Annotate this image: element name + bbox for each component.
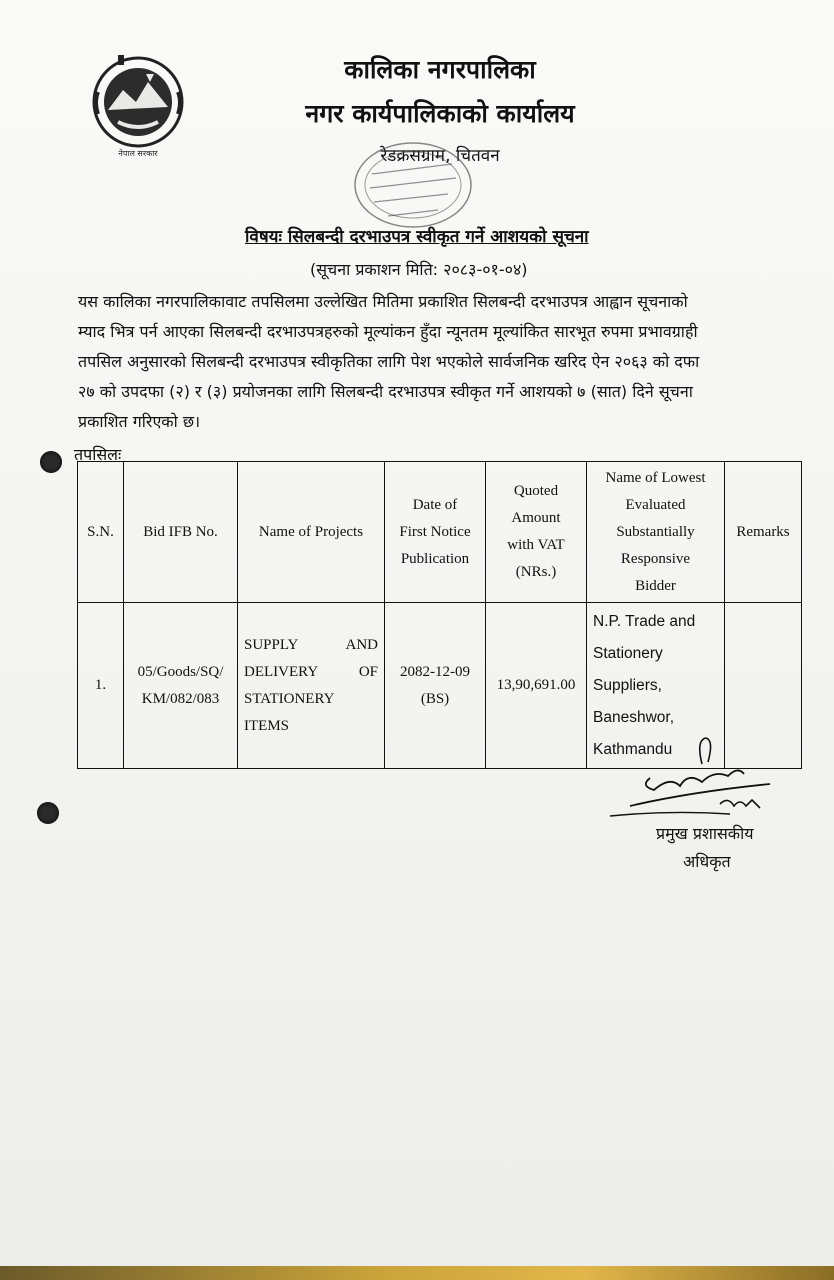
punch-hole [40, 451, 62, 473]
signatory-title-2: अधिकृत [683, 852, 731, 871]
signatory-title: प्रमुख प्रशासकीय [656, 824, 754, 843]
bottom-edge [0, 1266, 834, 1280]
punch-hole [37, 802, 59, 824]
body-line: प्रकाशित गरिएको छ। [78, 412, 201, 431]
cell-bidder: N.P. Trade and Stationery Suppliers, Baneshwor, Kathmandu [587, 603, 725, 769]
header-project: Name of Projects [238, 462, 385, 603]
body-line: २७ को उपदफा (२) र (३) प्रयोजनका लागि सिलबन्दी दरभाउपत्र स्वीकृत गर्ने आशयको ७ (सात) दिने सूचना [78, 382, 693, 401]
office-name: नगर कार्यपालिकाको कार्यालय [305, 99, 575, 128]
cell-amount: 13,90,691.00 [486, 603, 587, 769]
header-bidder: Name of Lowest Evaluated Substantially Responsive Bidder [587, 462, 725, 603]
cell-bid-ifb: 05/Goods/SQ/ KM/082/083 [124, 603, 238, 769]
office-stamp-icon [348, 138, 478, 232]
bid-table [77, 461, 802, 769]
publication-date: (सूचना प्रकाशन मिति: २०८३-०१-०४) [310, 260, 528, 279]
header-bid-ifb: Bid IFB No. [124, 462, 238, 603]
svg-text:नेपाल सरकार: नेपाल सरकार [118, 149, 158, 158]
office-location: रेडक्रसग्राम, चितवन [380, 146, 500, 166]
cell-project: SUPPLY AND DELIVERY OF STATIONERY ITEMS [238, 603, 385, 769]
municipality-name: कालिका नगरपालिका [344, 55, 536, 84]
tapasil-label: तपसिलः [74, 445, 122, 464]
cell-date: 2082-12-09 (BS) [385, 603, 486, 769]
handwritten-signature-icon [610, 736, 780, 828]
body-line: म्याद भित्र पर्न आएका सिलबन्दी दरभाउपत्रहरुको मूल्यांकन हुँदा न्यूनतम मूल्यांकित सारभूत रुपमा प्रभावग्राही [78, 322, 698, 341]
header-sn: S.N. [78, 462, 124, 603]
body-line: तपसिल अनुसारको सिलबन्दी दरभाउपत्र स्वीकृतिका लागि पेश भएकोले सार्वजनिक खरिद ऐन २०६३ को दफा [78, 352, 700, 371]
cell-sn: 1. [78, 603, 124, 769]
header-remarks: Remarks [725, 462, 802, 603]
emblem-logo-icon [88, 52, 188, 164]
body-line: यस कालिका नगरपालिकावाट तपसिलमा उल्लेखित मितिमा प्रकाशित सिलबन्दी दरभाउपत्र आह्वान सूचनाको [78, 292, 688, 311]
header-amount: Quoted Amount with VAT (NRs.) [486, 462, 587, 603]
notice-subject: विषयः सिलबन्दी दरभाउपत्र स्वीकृत गर्ने आशयको सूचना [245, 227, 589, 247]
header-date: Date of First Notice Publication [385, 462, 486, 603]
table-header-row [78, 462, 802, 603]
